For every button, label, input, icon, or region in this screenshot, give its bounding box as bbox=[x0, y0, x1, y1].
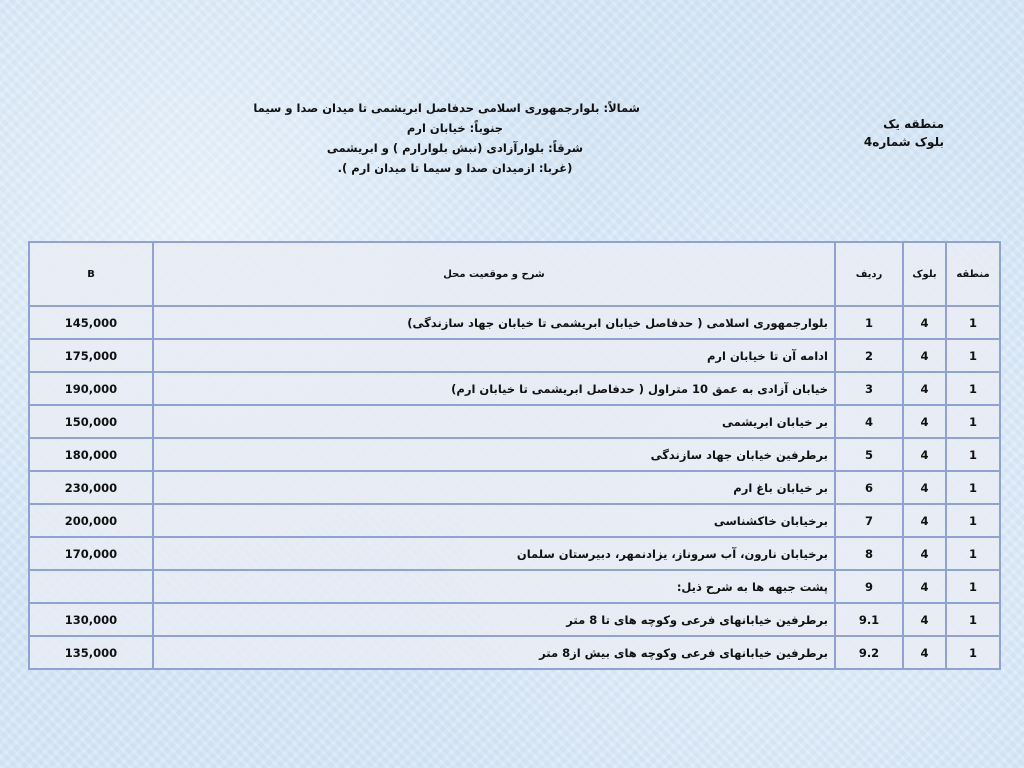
cell-block: 4 bbox=[903, 636, 946, 669]
cell-description: بر خیابان باغ ارم bbox=[153, 471, 835, 504]
boundary-south: جنوباً: خیابان ارم bbox=[406, 121, 504, 135]
table-row bbox=[29, 471, 1000, 504]
cell-zone: 1 bbox=[946, 603, 1000, 636]
cell-zone: 1 bbox=[946, 471, 1000, 504]
cell-zone: 1 bbox=[946, 372, 1000, 405]
table-row bbox=[29, 636, 1000, 669]
cell-row-number: 7 bbox=[835, 504, 903, 537]
cell-block: 4 bbox=[903, 306, 946, 339]
cell-description: بلوارجمهوری اسلامی ( حدفاصل خیابان ابریشمی تا خیابان جهاد سازندگی) bbox=[153, 306, 835, 339]
boundary-north: شمالاً: بلوارجمهوری اسلامی حدفاصل ابریشمی تا میدان صدا و سیما bbox=[253, 101, 640, 115]
cell-b: 180,000 bbox=[29, 438, 153, 471]
cell-block: 4 bbox=[903, 405, 946, 438]
cell-b: 170,000 bbox=[29, 537, 153, 570]
cell-description: برطرفین خیابان جهاد سازندگی bbox=[153, 438, 835, 471]
cell-description: بر خیابان ابریشمی bbox=[153, 405, 835, 438]
price-table bbox=[28, 241, 1001, 670]
cell-row-number: 6 bbox=[835, 471, 903, 504]
cell-row-number: 1 bbox=[835, 306, 903, 339]
cell-description: برطرفین خیابانهای فرعی وکوچه های تا 8 متر bbox=[153, 603, 835, 636]
cell-description: ادامه آن تا خیابان ارم bbox=[153, 339, 835, 372]
header-row-number: ردیف bbox=[835, 242, 903, 306]
cell-zone: 1 bbox=[946, 438, 1000, 471]
boundary-west: (غربا: ازمیدان صدا و سیما تا میدان ارم ). bbox=[337, 161, 573, 175]
header-block: بلوک bbox=[903, 242, 946, 306]
table-header-row bbox=[29, 242, 1000, 306]
cell-description: خیابان آزادی به عمق 10 متراول ( حدفاصل ابریشمی تا خیابان ارم) bbox=[153, 372, 835, 405]
table-row bbox=[29, 570, 1000, 603]
cell-block: 4 bbox=[903, 438, 946, 471]
cell-zone: 1 bbox=[946, 537, 1000, 570]
header-description: شرح و موقعیت محل bbox=[153, 242, 835, 306]
boundary-east: شرقاً: بلوارآزادی (نبش بلوارارم ) و ابریشمی bbox=[326, 141, 584, 155]
block-title: بلوک شماره4 bbox=[863, 135, 944, 149]
zone-block-heading bbox=[764, 115, 944, 151]
cell-row-number: 2 bbox=[835, 339, 903, 372]
table-row bbox=[29, 438, 1000, 471]
cell-block: 4 bbox=[903, 603, 946, 636]
cell-b: 135,000 bbox=[29, 636, 153, 669]
cell-b bbox=[29, 570, 153, 603]
cell-b: 145,000 bbox=[29, 306, 153, 339]
header-b: B bbox=[29, 242, 153, 306]
cell-b: 200,000 bbox=[29, 504, 153, 537]
table-row bbox=[29, 504, 1000, 537]
cell-b: 130,000 bbox=[29, 603, 153, 636]
boundaries-description bbox=[253, 98, 640, 178]
table-row bbox=[29, 372, 1000, 405]
zone-title: منطقه یک bbox=[883, 117, 944, 131]
cell-zone: 1 bbox=[946, 405, 1000, 438]
table-row bbox=[29, 405, 1000, 438]
cell-zone: 1 bbox=[946, 570, 1000, 603]
table-row bbox=[29, 537, 1000, 570]
cell-description: پشت جبهه ها به شرح ذیل: bbox=[153, 570, 835, 603]
cell-zone: 1 bbox=[946, 339, 1000, 372]
cell-b: 230,000 bbox=[29, 471, 153, 504]
header-zone: منطقه bbox=[946, 242, 1000, 306]
cell-b: 190,000 bbox=[29, 372, 153, 405]
cell-row-number: 9 bbox=[835, 570, 903, 603]
cell-b: 175,000 bbox=[29, 339, 153, 372]
cell-block: 4 bbox=[903, 504, 946, 537]
cell-block: 4 bbox=[903, 339, 946, 372]
table-row bbox=[29, 603, 1000, 636]
cell-row-number: 9.1 bbox=[835, 603, 903, 636]
cell-row-number: 4 bbox=[835, 405, 903, 438]
cell-row-number: 8 bbox=[835, 537, 903, 570]
cell-row-number: 5 bbox=[835, 438, 903, 471]
cell-zone: 1 bbox=[946, 306, 1000, 339]
cell-block: 4 bbox=[903, 537, 946, 570]
cell-description: برخیابان نارون، آب سروناز، یزادنمهر، دبیرستان سلمان bbox=[153, 537, 835, 570]
cell-block: 4 bbox=[903, 471, 946, 504]
cell-row-number: 3 bbox=[835, 372, 903, 405]
table-row bbox=[29, 306, 1000, 339]
table-row bbox=[29, 339, 1000, 372]
cell-block: 4 bbox=[903, 372, 946, 405]
cell-row-number: 9.2 bbox=[835, 636, 903, 669]
cell-b: 150,000 bbox=[29, 405, 153, 438]
cell-zone: 1 bbox=[946, 504, 1000, 537]
cell-description: برخیابان خاکشناسی bbox=[153, 504, 835, 537]
cell-description: برطرفین خیابانهای فرعی وکوچه های بیش از8 متر bbox=[153, 636, 835, 669]
cell-zone: 1 bbox=[946, 636, 1000, 669]
cell-block: 4 bbox=[903, 570, 946, 603]
